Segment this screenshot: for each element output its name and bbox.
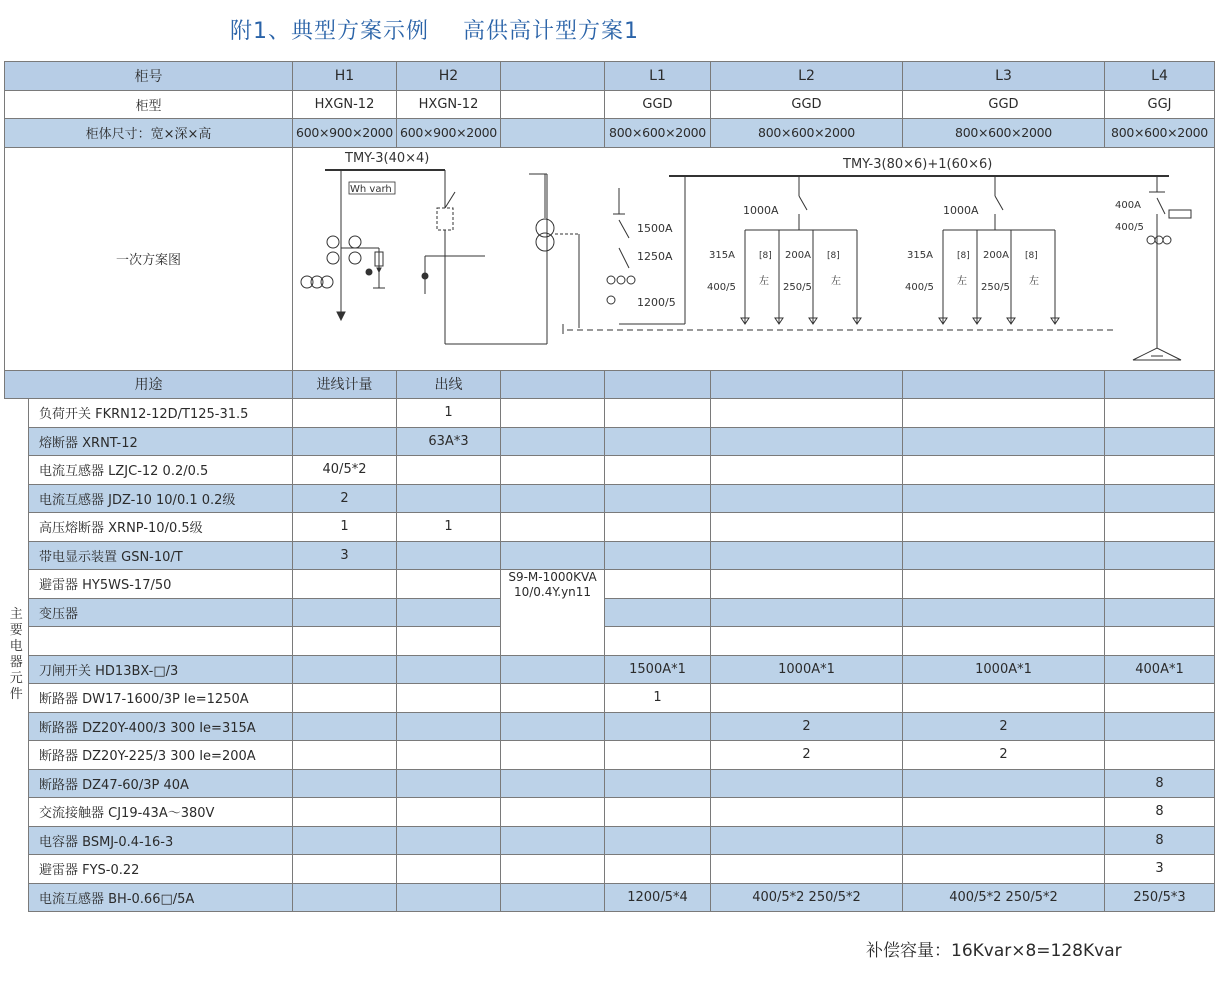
component-qty [397, 541, 501, 570]
component-qty: 2 [711, 741, 903, 770]
component-qty [397, 456, 501, 485]
l3-switch-icon [995, 196, 1003, 210]
single-line-diagram [293, 147, 1215, 370]
l1-breaker-icon [619, 248, 629, 268]
component-qty [1105, 456, 1215, 485]
component-qty: 2 [903, 741, 1105, 770]
table-row [5, 484, 1215, 513]
cabinet-size-cell: 800×600×2000 [1105, 119, 1215, 148]
component-qty [605, 855, 711, 884]
component-qty [605, 513, 711, 542]
component-qty [397, 627, 501, 656]
component-qty [711, 769, 903, 798]
component-qty [903, 684, 1105, 713]
table-row [5, 712, 1215, 741]
cabinet-no-cell: L2 [711, 62, 903, 91]
component-name: 断路器 DZ20Y-400/3 300 Ie=315A [29, 712, 293, 741]
cabinet-type-cell: HXGN-12 [293, 90, 397, 119]
component-qty [1105, 627, 1215, 656]
component-qty [1105, 598, 1215, 627]
usage-cell [501, 370, 605, 399]
l4-ct-label: 400/5 [1115, 221, 1144, 233]
table-row [5, 456, 1215, 485]
component-name: 避雷器 HY5WS-17/50 [29, 570, 293, 599]
title-main: 附1、典型方案示例 [230, 19, 429, 44]
component-qty [397, 769, 501, 798]
component-qty: 2 [293, 484, 397, 513]
component-qty [711, 798, 903, 827]
cabinet-type-cell: GGD [605, 90, 711, 119]
usage-cell [605, 370, 711, 399]
component-qty: 1 [397, 399, 501, 428]
l3-mark-label: [8] [1025, 250, 1038, 261]
cabinet-no-cell: L3 [903, 62, 1105, 91]
l2-ct-a-label: 400/5 [707, 281, 736, 293]
component-qty: 1000A*1 [903, 655, 1105, 684]
component-qty [501, 541, 605, 570]
lv-busbar-label: TMY-3(80×6)+1(60×6) [843, 156, 993, 172]
component-qty: 1 [605, 684, 711, 713]
component-qty [1105, 484, 1215, 513]
component-qty [501, 826, 605, 855]
component-qty [501, 655, 605, 684]
component-qty [711, 684, 903, 713]
cabinet-type-cell: GGD [711, 90, 903, 119]
table-row [5, 741, 1215, 770]
scheme-diagram-row [5, 147, 1215, 370]
load-switch-icon [445, 192, 455, 208]
component-qty [903, 570, 1105, 599]
transformer-spec: S9-M-1000KVA 10/0.4Y.yn11 [501, 570, 605, 656]
component-qty [605, 484, 711, 513]
component-qty [605, 456, 711, 485]
component-qty: 8 [1105, 826, 1215, 855]
l2-switch-icon [799, 196, 807, 210]
l2-breaker-a-label: 315A [709, 249, 735, 261]
component-qty [293, 883, 397, 912]
component-qty [711, 456, 903, 485]
table-row [5, 399, 1215, 428]
l3-switch-label: 1000A [943, 203, 979, 217]
l3-ct-a-label: 400/5 [905, 281, 934, 293]
component-qty [397, 855, 501, 884]
table-row [5, 541, 1215, 570]
l2-switch-label: 1000A [743, 203, 779, 217]
component-qty: 8 [1105, 798, 1215, 827]
single-line-diagram-svg [293, 148, 1215, 370]
component-qty [711, 826, 903, 855]
component-qty [903, 826, 1105, 855]
usage-cell [711, 370, 903, 399]
component-name: 带电显示装置 GSN-10/T [29, 541, 293, 570]
component-qty [903, 598, 1105, 627]
component-qty [903, 484, 1105, 513]
table-row [5, 798, 1215, 827]
component-qty: 3 [1105, 855, 1215, 884]
cabinet-no-cell [501, 62, 605, 91]
component-qty [501, 769, 605, 798]
meter-label: Wh varh [350, 183, 392, 195]
component-qty [605, 598, 711, 627]
component-qty [711, 513, 903, 542]
component-qty [1105, 570, 1215, 599]
component-qty [501, 855, 605, 884]
component-qty [501, 712, 605, 741]
component-qty: 2 [903, 712, 1105, 741]
l2-mark-label: [8] [827, 250, 840, 261]
cabinet-type-cell [501, 90, 605, 119]
component-name: 断路器 DZ47-60/3P 40A [29, 769, 293, 798]
component-qty: 250/5*3 [1105, 883, 1215, 912]
transformer-hv-icon [536, 219, 554, 237]
component-qty [605, 427, 711, 456]
l1-switch-label: 1500A [637, 221, 673, 235]
component-qty [605, 798, 711, 827]
l2-spare-label: 左 [831, 275, 841, 287]
component-name: 断路器 DW17-1600/3P Ie=1250A [29, 684, 293, 713]
ct-icon [1155, 236, 1163, 244]
component-qty [293, 399, 397, 428]
component-qty [903, 541, 1105, 570]
l3-spare-label: 左 [957, 275, 967, 287]
scheme-diagram-label: 一次方案图 [5, 147, 293, 370]
ct-icon [617, 276, 625, 284]
ct-icon [607, 296, 615, 304]
indicator-icon [422, 273, 428, 279]
component-name: 电流互感器 JDZ-10 10/0.1 0.2级 [29, 484, 293, 513]
table-row [5, 883, 1215, 912]
ct-icon [327, 252, 339, 264]
component-qty [605, 712, 711, 741]
component-qty [1105, 541, 1215, 570]
component-qty [711, 427, 903, 456]
hv-busbar-label: TMY-3(40×4) [345, 150, 430, 166]
component-name: 避雷器 FYS-0.22 [29, 855, 293, 884]
table-row [5, 427, 1215, 456]
component-qty [711, 598, 903, 627]
component-qty [501, 484, 605, 513]
component-qty: 40/5*2 [293, 456, 397, 485]
component-qty [711, 855, 903, 884]
ct-icon [327, 236, 339, 248]
cabinet-size-cell: 800×600×2000 [711, 119, 903, 148]
table-row [5, 598, 1215, 627]
component-qty: 3 [293, 541, 397, 570]
usage-cell: 出线 [397, 370, 501, 399]
component-qty [605, 570, 711, 599]
table-row [5, 570, 1215, 599]
component-qty [397, 712, 501, 741]
component-name [29, 627, 293, 656]
component-name: 高压熔断器 XRNP-10/0.5级 [29, 513, 293, 542]
component-group-label: 主要电器元件 [5, 399, 29, 912]
cabinet-no-cell: L1 [605, 62, 711, 91]
component-qty [293, 798, 397, 827]
component-qty: 400/5*2 250/5*2 [903, 883, 1105, 912]
cabinet-no-cell: L4 [1105, 62, 1215, 91]
component-qty [501, 741, 605, 770]
component-qty [605, 399, 711, 428]
component-name: 变压器 [29, 598, 293, 627]
l3-breaker-b-label: 200A [983, 249, 1009, 261]
component-qty [711, 484, 903, 513]
l3-breaker-a-label: 315A [907, 249, 933, 261]
component-qty [1105, 712, 1215, 741]
l1-switch-icon [619, 220, 629, 238]
cabinet-size-cell: 800×600×2000 [605, 119, 711, 148]
component-qty: 2 [711, 712, 903, 741]
capacitor-icon [1133, 348, 1181, 360]
component-qty [1105, 684, 1215, 713]
component-qty [711, 399, 903, 428]
page-title [230, 14, 639, 45]
ct-icon [1147, 236, 1155, 244]
component-name: 电流互感器 BH-0.66□/5A [29, 883, 293, 912]
component-qty: 1500A*1 [605, 655, 711, 684]
component-name: 负荷开关 FKRN12-12D/T125-31.5 [29, 399, 293, 428]
indicator-icon [366, 269, 372, 275]
cabinet-type-label: 柜型 [5, 90, 293, 119]
component-qty [903, 513, 1105, 542]
arrester-icon [377, 268, 381, 272]
component-qty [397, 598, 501, 627]
component-name: 交流接触器 CJ19-43A～380V [29, 798, 293, 827]
transformer-lv-icon [536, 233, 554, 251]
component-qty: 400/5*2 250/5*2 [711, 883, 903, 912]
component-qty [293, 570, 397, 599]
ct-icon [349, 236, 361, 248]
component-qty [293, 855, 397, 884]
component-qty: 8 [1105, 769, 1215, 798]
cabinet-size-cell: 600×900×2000 [397, 119, 501, 148]
component-qty [903, 798, 1105, 827]
component-qty [501, 427, 605, 456]
component-qty [293, 598, 397, 627]
usage-cell [903, 370, 1105, 399]
table-row [5, 627, 1215, 656]
component-qty [903, 627, 1105, 656]
l1-breaker-label: 1250A [637, 249, 673, 263]
l3-ct-b-label: 250/5 [981, 281, 1010, 293]
component-qty [397, 684, 501, 713]
cabinet-no-cell: H2 [397, 62, 501, 91]
component-qty [293, 655, 397, 684]
component-qty [605, 541, 711, 570]
ct-icon [349, 252, 361, 264]
l2-spare-label: 左 [759, 275, 769, 287]
l1-ct-label: 1200/5 [637, 295, 676, 309]
l4-switch-icon [1157, 198, 1165, 214]
component-qty [903, 456, 1105, 485]
l4-contactor-icon [1169, 210, 1191, 218]
component-name: 断路器 DZ20Y-225/3 300 Ie=200A [29, 741, 293, 770]
ct-icon [607, 276, 615, 284]
component-qty [711, 570, 903, 599]
component-qty [397, 798, 501, 827]
component-name: 电容器 BSMJ-0.4-16-3 [29, 826, 293, 855]
ct-icon [1163, 236, 1171, 244]
component-qty: 63A*3 [397, 427, 501, 456]
component-qty [397, 484, 501, 513]
component-qty [293, 684, 397, 713]
l3-spare-label: 左 [1029, 275, 1039, 287]
usage-cell [1105, 370, 1215, 399]
component-qty [903, 399, 1105, 428]
component-qty [605, 627, 711, 656]
component-qty [1105, 427, 1215, 456]
usage-row [5, 370, 1215, 399]
component-qty [605, 826, 711, 855]
l2-ct-b-label: 250/5 [783, 281, 812, 293]
component-qty [397, 883, 501, 912]
cabinet-size-cell: 800×600×2000 [903, 119, 1105, 148]
usage-cell: 进线计量 [293, 370, 397, 399]
component-qty [293, 627, 397, 656]
cabinet-no-label: 柜号 [5, 62, 293, 91]
cabinet-type-cell: GGD [903, 90, 1105, 119]
ct-icon [627, 276, 635, 284]
component-qty [293, 741, 397, 770]
component-qty [397, 826, 501, 855]
cabinet-size-cell: 600×900×2000 [293, 119, 397, 148]
table-row [5, 826, 1215, 855]
h1-arrow-icon [337, 312, 345, 320]
fuse-box-icon [437, 208, 453, 230]
component-qty [501, 684, 605, 713]
l3-mark-label: [8] [957, 250, 970, 261]
cabinet-no-row [5, 62, 1215, 91]
cabinet-size-label: 柜体尺寸：宽×深×高 [5, 119, 293, 148]
table-row [5, 655, 1215, 684]
l2-mark-label: [8] [759, 250, 772, 261]
component-qty: 400A*1 [1105, 655, 1215, 684]
component-qty [903, 427, 1105, 456]
component-qty [711, 541, 903, 570]
component-qty [903, 855, 1105, 884]
component-qty [397, 741, 501, 770]
table-row [5, 513, 1215, 542]
component-qty [397, 570, 501, 599]
table-row [5, 855, 1215, 884]
component-name: 刀闸开关 HD13BX-□/3 [29, 655, 293, 684]
component-qty: 1 [293, 513, 397, 542]
title-sub: 高供高计型方案1 [463, 19, 639, 44]
component-qty [1105, 741, 1215, 770]
l2-breaker-b-label: 200A [785, 249, 811, 261]
scheme-table [4, 61, 1215, 912]
usage-label: 用途 [5, 370, 293, 399]
component-qty [1105, 513, 1215, 542]
component-qty [293, 712, 397, 741]
component-qty [397, 655, 501, 684]
table-row [5, 769, 1215, 798]
component-qty [501, 883, 605, 912]
component-name: 熔断器 XRNT-12 [29, 427, 293, 456]
component-name: 电流互感器 LZJC-12 0.2/0.5 [29, 456, 293, 485]
component-qty [501, 513, 605, 542]
component-qty [903, 769, 1105, 798]
component-qty [293, 769, 397, 798]
component-qty [605, 741, 711, 770]
component-qty: 1200/5*4 [605, 883, 711, 912]
cabinet-size-cell [501, 119, 605, 148]
cabinet-size-row [5, 119, 1215, 148]
component-qty [501, 399, 605, 428]
component-qty [501, 456, 605, 485]
cabinet-type-cell: HXGN-12 [397, 90, 501, 119]
component-qty [501, 798, 605, 827]
compensation-capacity: 补偿容量：16Kvar×8=128Kvar [866, 941, 1122, 961]
cabinet-type-row [5, 90, 1215, 119]
l4-switch-label: 400A [1115, 199, 1141, 211]
component-qty: 1 [397, 513, 501, 542]
component-qty [293, 826, 397, 855]
component-qty [293, 427, 397, 456]
component-qty: 1000A*1 [711, 655, 903, 684]
component-qty [711, 627, 903, 656]
component-qty [605, 769, 711, 798]
component-qty [1105, 399, 1215, 428]
cabinet-no-cell: H1 [293, 62, 397, 91]
cabinet-type-cell: GGJ [1105, 90, 1215, 119]
table-row [5, 684, 1215, 713]
